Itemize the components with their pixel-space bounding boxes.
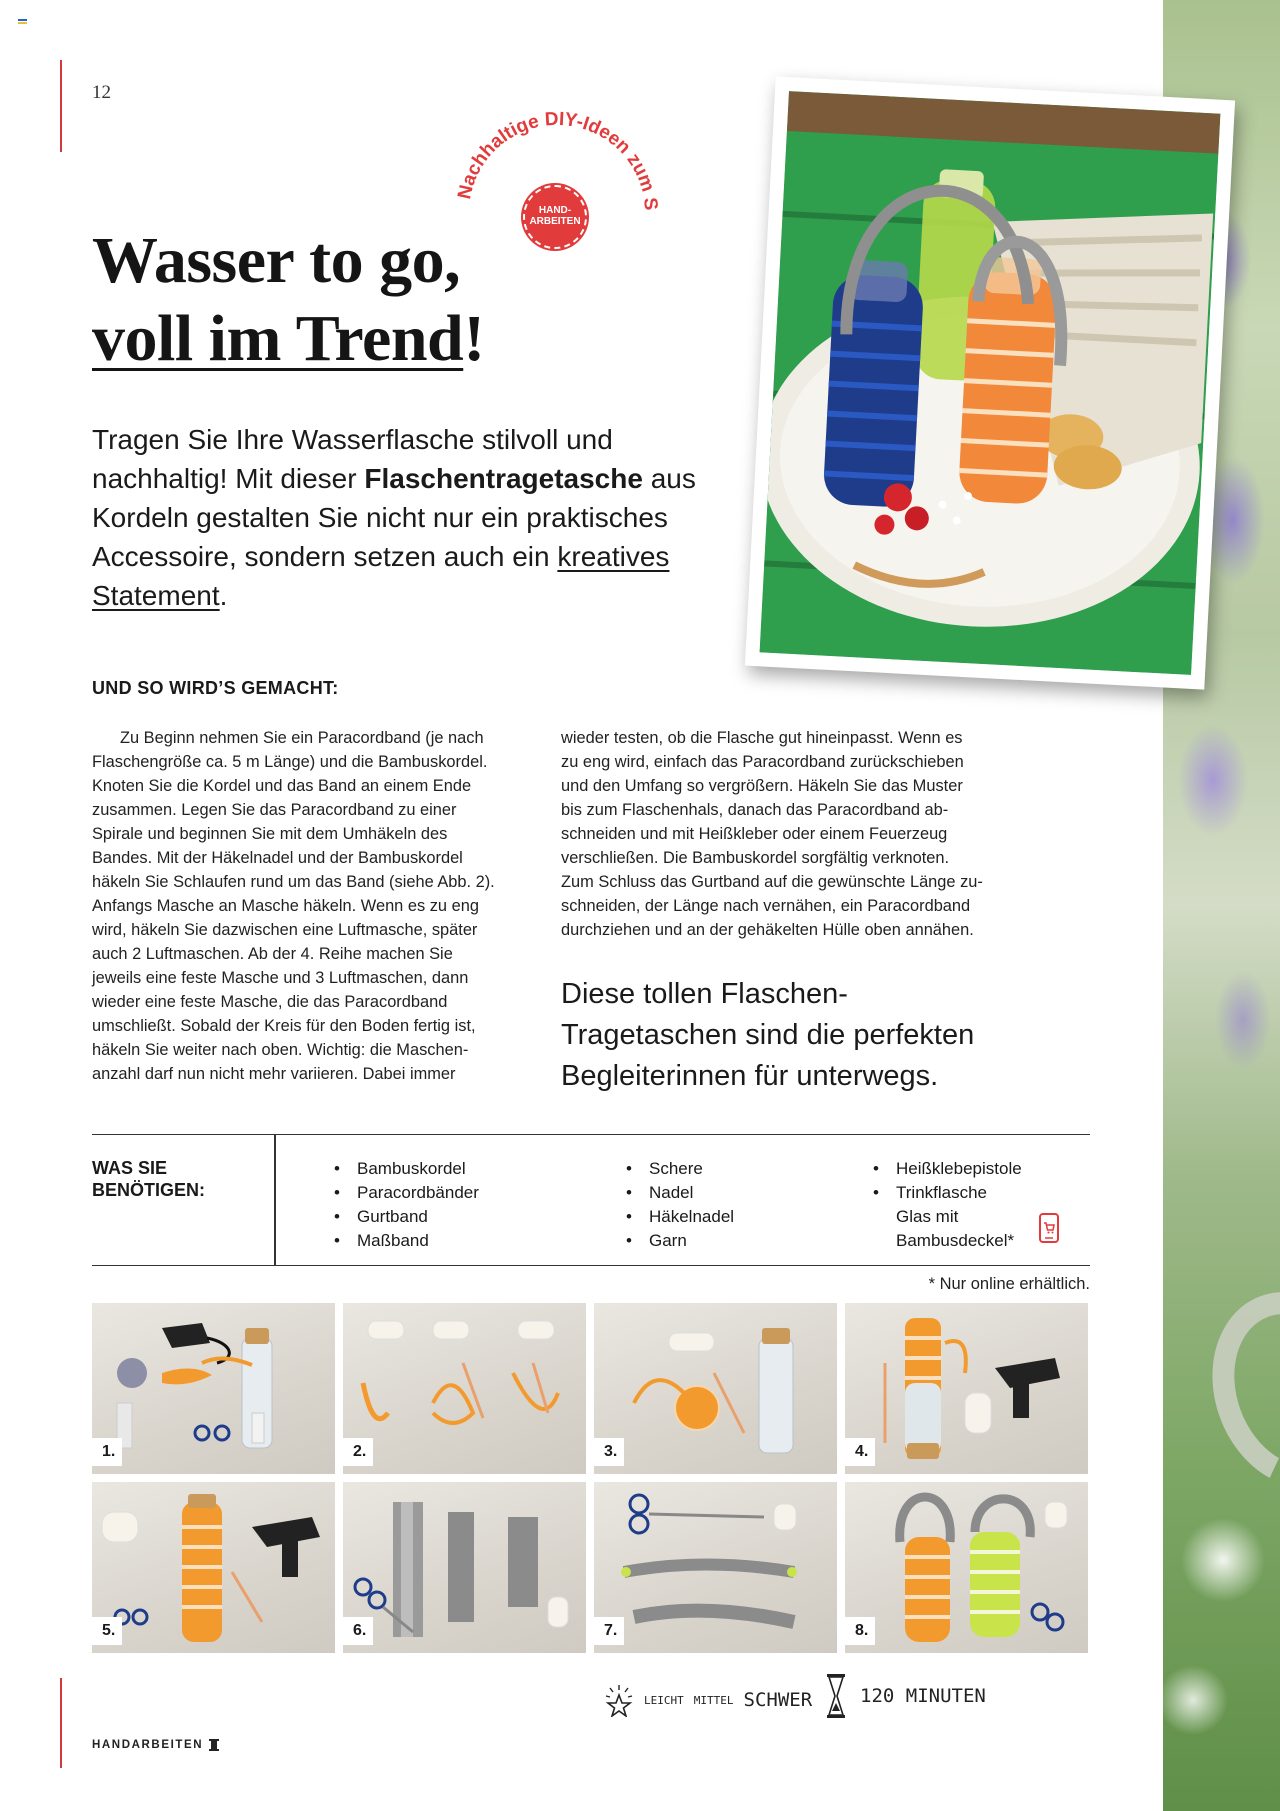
step-number: 7.	[594, 1617, 624, 1645]
materials-label	[92, 1157, 205, 1201]
step-5-illustration	[92, 1482, 335, 1653]
instruction-line: anzahl darf nun nicht mehr variieren. Dabei immer	[92, 1065, 456, 1083]
step-photo-3	[594, 1303, 837, 1474]
intro-part3: .	[219, 580, 228, 611]
time-estimate	[826, 1673, 986, 1719]
material-item: • Gurtband	[332, 1205, 479, 1229]
intro-underlined: kreatives Statement	[92, 541, 670, 611]
intro-part2: aus Kordeln gestalten Sie nicht nur ein praktisches Accessoire, sondern setzen auch ein	[92, 463, 696, 572]
headline-line2-suffix: !	[463, 302, 485, 375]
instruction-line: Spirale und beginnen Sie mit dem Umhäkeln des	[92, 825, 448, 843]
instruction-line: durchziehen und an der gehäkelten Hülle oben annähen.	[561, 921, 974, 939]
material-item: • Bambuskordel	[332, 1157, 479, 1181]
instruction-line: häkeln Sie weiter nach oben. Wichtig: die Maschen-	[92, 1041, 469, 1059]
difficulty-rating	[604, 1678, 812, 1722]
page-number: 12	[92, 82, 111, 103]
instruction-line: häkeln Sie Schlaufen rund um das Band (siehe Abb. 2).	[92, 873, 495, 891]
step-1-illustration	[92, 1303, 335, 1474]
materials-label-line2: BENÖTIGEN:	[92, 1180, 206, 1200]
materials-divider	[274, 1135, 276, 1265]
pullquote	[561, 974, 1081, 1097]
instruction-line: jeweils eine feste Masche und 3 Luftmaschen, dann	[92, 969, 469, 987]
step-6-illustration	[343, 1482, 586, 1653]
material-item: • Nadel	[624, 1181, 734, 1205]
difficulty-medium: MITTEL	[693, 1693, 734, 1707]
step-photo-5	[92, 1482, 335, 1653]
step-number: 5.	[92, 1617, 122, 1645]
step-photo-1	[92, 1303, 335, 1474]
step-4-illustration	[845, 1303, 1088, 1474]
instruction-line: schneiden und mit Heißkleber oder einem Feuerzeug	[561, 825, 948, 843]
instruction-line: wieder eine feste Masche, die das Paracordband	[92, 993, 448, 1011]
instructions-title: UND SO WIRD’S GEMACHT:	[92, 678, 339, 698]
step-number: 4.	[845, 1438, 875, 1466]
material-item: • Trinkflasche	[871, 1181, 1022, 1205]
intro-part1: Tragen Sie Ihre Wasserflasche stilvoll und nachhaltig! Mit dieser	[92, 424, 613, 494]
instruction-line: wird, häkeln Sie dazwischen eine Luftmasche, später	[92, 921, 478, 939]
online-footnote: * Nur online erhältlich.	[928, 1275, 1090, 1293]
instruction-line: Knoten Sie die Kordel und das Band an einem Ende	[92, 777, 472, 795]
step-photo-6	[343, 1482, 586, 1653]
hero-photo	[760, 91, 1221, 675]
materials-list-2	[624, 1157, 734, 1253]
instruction-line: und den Umfang so vergrößern. Häkeln Sie das Muster	[561, 777, 963, 795]
headline-line2: voll im Trend	[92, 302, 464, 375]
badge-seal-line2: ARBEITEN	[529, 216, 581, 227]
footer-red-rule	[60, 1678, 62, 1768]
step-photo-8	[845, 1482, 1088, 1653]
time-value: 120 MINUTEN	[860, 1685, 986, 1707]
instruction-line: schneiden, der Länge nach vernähen, ein Paracordband	[561, 897, 971, 915]
instruction-line: Zu Beginn nehmen Sie ein Paracordband (je nach	[120, 729, 484, 747]
step-number: 8.	[845, 1617, 875, 1645]
instruction-line: wieder testen, ob die Flasche gut hineinpasst. Wenn es	[561, 729, 963, 747]
headline	[92, 222, 485, 378]
pullquote-line3: Begleiterinnen für unterwegs.	[561, 1060, 939, 1092]
material-item: • Schere	[624, 1157, 734, 1181]
header-red-rule	[60, 60, 62, 152]
step-number: 3.	[594, 1438, 624, 1466]
pullquote-line2: Tragetaschen sind die perfekten	[561, 1019, 975, 1051]
step-2-illustration	[343, 1303, 586, 1474]
step-photo-2	[343, 1303, 586, 1474]
difficulty-easy: LEICHT	[644, 1693, 684, 1707]
material-item: • Häkelnadel	[624, 1205, 734, 1229]
badge-arc-text: Nachhaltige DIY-Ideen zum S	[454, 108, 662, 212]
material-item: • Maßband	[332, 1229, 479, 1253]
instruction-line: Anfangs Masche an Masche häkeln. Wenn es zu eng	[92, 897, 479, 915]
bottle-bags-illustration	[760, 91, 1221, 675]
material-item: Bambusdeckel*	[896, 1231, 1015, 1250]
step-3-illustration	[594, 1303, 837, 1474]
hero-photo-frame	[745, 76, 1235, 689]
instruction-line: Bandes. Mit der Häkelnadel und der Bambuskordel	[92, 849, 463, 867]
instruction-line: Zum Schluss das Gurtband auf die gewünschte Länge zu-	[561, 873, 983, 891]
step-number: 1.	[92, 1438, 122, 1466]
instruction-line: zu eng wird, einfach das Paracordband zurückschieben	[561, 753, 964, 771]
pullquote-line1: Diese tollen Flaschen-	[561, 978, 848, 1010]
materials-list-1	[332, 1157, 479, 1253]
step-photo-4	[845, 1303, 1088, 1474]
hourglass-icon	[826, 1673, 846, 1719]
shopping-cart-icon[interactable]	[1039, 1213, 1059, 1243]
headline-line1: Wasser to go,	[92, 224, 461, 297]
step-number: 2.	[343, 1438, 373, 1466]
instruction-line: umschließt. Sobald der Kreis für den Boden fertig ist,	[92, 1017, 476, 1035]
materials-box	[92, 1134, 1090, 1266]
materials-label-line1: WAS SIE	[92, 1158, 168, 1178]
difficulty-hard: SCHWER	[743, 1689, 813, 1711]
step-7-illustration	[594, 1482, 837, 1653]
material-item: • Heißklebepistole	[871, 1157, 1022, 1181]
step-8-illustration	[845, 1482, 1088, 1653]
badge-seal	[523, 185, 587, 249]
instruction-line: zusammen. Legen Sie das Paracordband zu einer	[92, 801, 457, 819]
star-icon	[604, 1683, 634, 1717]
thread-spool-icon	[209, 1739, 219, 1751]
instruction-line: bis zum Flaschenhals, danach das Paracordband ab-	[561, 801, 949, 819]
instruction-line: verschließen. Die Bambuskordel sorgfältig verknoten.	[561, 849, 950, 867]
footer-label	[92, 1739, 219, 1751]
corner-flag-icon	[18, 19, 27, 25]
intro-paragraph	[92, 420, 712, 615]
material-item: Glas mit	[896, 1207, 959, 1226]
step-number: 6.	[343, 1617, 373, 1645]
instruction-line: Flaschengröße ca. 5 m Länge) und die Bambuskordel.	[92, 753, 488, 771]
materials-list-3	[871, 1157, 1022, 1253]
step-photo-7	[594, 1482, 837, 1653]
badge-seal-line1: HAND-	[538, 205, 572, 216]
instruction-line: auch 2 Luftmaschen. Ab der 4. Reihe machen Sie	[92, 945, 453, 963]
material-item: • Garn	[624, 1229, 734, 1253]
material-item: • Paracordbänder	[332, 1181, 479, 1205]
instructions-left-column	[92, 726, 532, 1086]
footer-label-text: HANDARBEITEN	[92, 1739, 204, 1751]
intro-bold: Flaschentragetasche	[364, 463, 643, 494]
instructions-right-column	[561, 726, 1031, 942]
